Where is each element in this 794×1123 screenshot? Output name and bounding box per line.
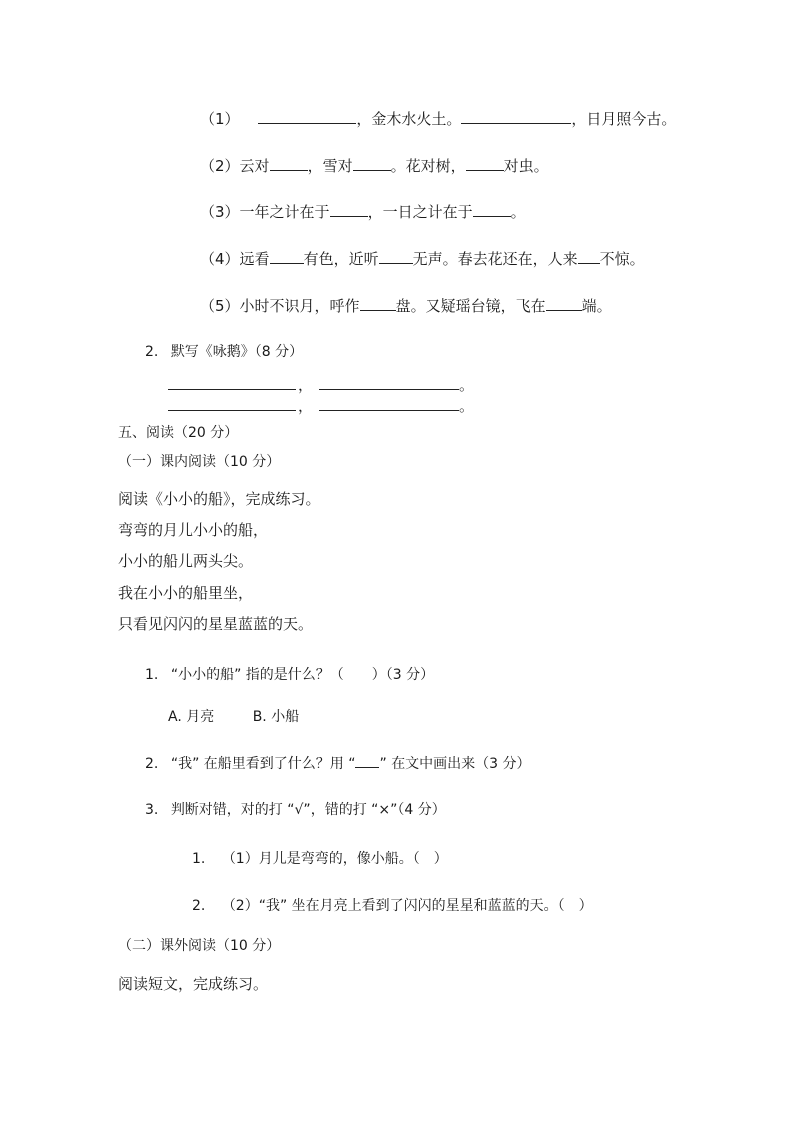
answer-blank[interactable]	[379, 248, 413, 264]
question-number: 1.	[145, 667, 159, 683]
answer-options	[168, 707, 299, 727]
answer-blank[interactable]	[168, 398, 296, 411]
answer-blank[interactable]	[353, 155, 391, 171]
dictation-line-2	[168, 398, 474, 414]
judgment-item-2	[192, 896, 593, 916]
underline-sample	[355, 755, 379, 768]
answer-blank[interactable]	[466, 155, 504, 171]
poem-line: 我在小小的船里坐，	[118, 584, 254, 602]
punctuation: 。	[459, 397, 475, 415]
reading-instruction: 阅读《小小的船》，完成练习。	[118, 490, 321, 508]
judgment-item-1	[192, 849, 448, 869]
punctuation: ，	[298, 397, 314, 415]
poem-line: 只看见闪闪的星星蓝蓝的天。	[118, 615, 314, 633]
item-text: 端。	[581, 297, 612, 315]
item-text: （2）“我” 坐在月亮上看到了闪闪的星星和蓝蓝的天。（ ）	[221, 898, 593, 914]
item-text: 远看	[239, 250, 270, 268]
punctuation: ，	[298, 376, 314, 394]
question-number: 2.	[145, 344, 159, 360]
answer-blank[interactable]	[319, 377, 459, 390]
item-number: （5）	[200, 297, 240, 315]
item-text: 对虫。	[503, 157, 549, 175]
answer-blank[interactable]	[270, 155, 308, 171]
answer-blank[interactable]	[330, 201, 368, 217]
question-2-dictation	[145, 342, 303, 362]
item-text: ，雪对	[307, 157, 353, 175]
answer-blank[interactable]	[258, 108, 356, 124]
item-text: 盘。又疑瑶台镜，飞在	[395, 297, 546, 315]
answer-blank[interactable]	[319, 398, 459, 411]
item-text: 。	[510, 203, 526, 221]
item-text: 无声。春去花还在，人来	[412, 250, 578, 268]
poem-line: 弯弯的月儿小小的船，	[118, 521, 269, 539]
answer-blank[interactable]	[461, 108, 571, 124]
dictation-line-1	[168, 377, 474, 393]
item-number: （3）	[200, 203, 240, 221]
option-a[interactable]: A. 月亮	[168, 709, 215, 725]
reading-question-2	[145, 754, 531, 774]
item-number: 2.	[192, 898, 206, 914]
punctuation: 。	[459, 376, 475, 394]
section-title: 五、阅读（20 分）	[118, 425, 239, 441]
fill-item-5	[200, 295, 612, 316]
poem-line: 小小的船儿两头尖。	[118, 552, 254, 570]
question-text: “我” 在船里看到了什么？用 “	[170, 756, 356, 772]
reading-question-1	[145, 665, 434, 685]
item-number: （4）	[200, 250, 240, 268]
answer-blank[interactable]	[168, 377, 296, 390]
item-number: （2）	[200, 157, 240, 175]
fill-item-2	[200, 155, 549, 176]
question-text: 默写《咏鹅》（8 分）	[170, 344, 304, 360]
answer-blank[interactable]	[578, 248, 600, 264]
item-text: （1）月儿是弯弯的，像小船。（ ）	[221, 851, 448, 867]
item-text: 小时不识月，呼作	[239, 297, 360, 315]
item-text: 。花对树，	[390, 157, 466, 175]
question-text: 判断对错，对的打 “√”，错的打 “×”（4 分）	[170, 802, 446, 818]
question-text: “小小的船” 指的是什么？（ ）（3 分）	[170, 667, 435, 683]
item-text: 不惊。	[599, 250, 645, 268]
fill-item-1	[200, 108, 676, 129]
item-number: 1.	[192, 851, 206, 867]
answer-blank[interactable]	[546, 295, 582, 311]
item-text: 一年之计在于	[239, 203, 330, 221]
item-text: ，日月照今古。	[571, 110, 677, 128]
question-number: 3.	[145, 802, 159, 818]
question-number: 2.	[145, 756, 159, 772]
answer-blank[interactable]	[270, 248, 304, 264]
item-number: （1）	[200, 110, 240, 128]
item-text: 云对	[239, 157, 270, 175]
answer-blank[interactable]	[360, 295, 396, 311]
subsection-title: （二）课外阅读（10 分）	[118, 938, 281, 954]
fill-item-4	[200, 248, 645, 269]
item-text: 有色，近听	[303, 250, 379, 268]
subsection-title: （一）课内阅读（10 分）	[118, 454, 281, 470]
answer-blank[interactable]	[473, 201, 511, 217]
reading-question-3	[145, 800, 446, 820]
option-b[interactable]: B. 小船	[252, 709, 300, 725]
fill-item-3	[200, 201, 526, 222]
reading-instruction: 阅读短文，完成练习。	[118, 975, 269, 993]
item-text: ，金木水火土。	[356, 110, 462, 128]
item-text: ，一日之计在于	[367, 203, 473, 221]
question-text: ” 在文中画出来（3 分）	[379, 756, 531, 772]
